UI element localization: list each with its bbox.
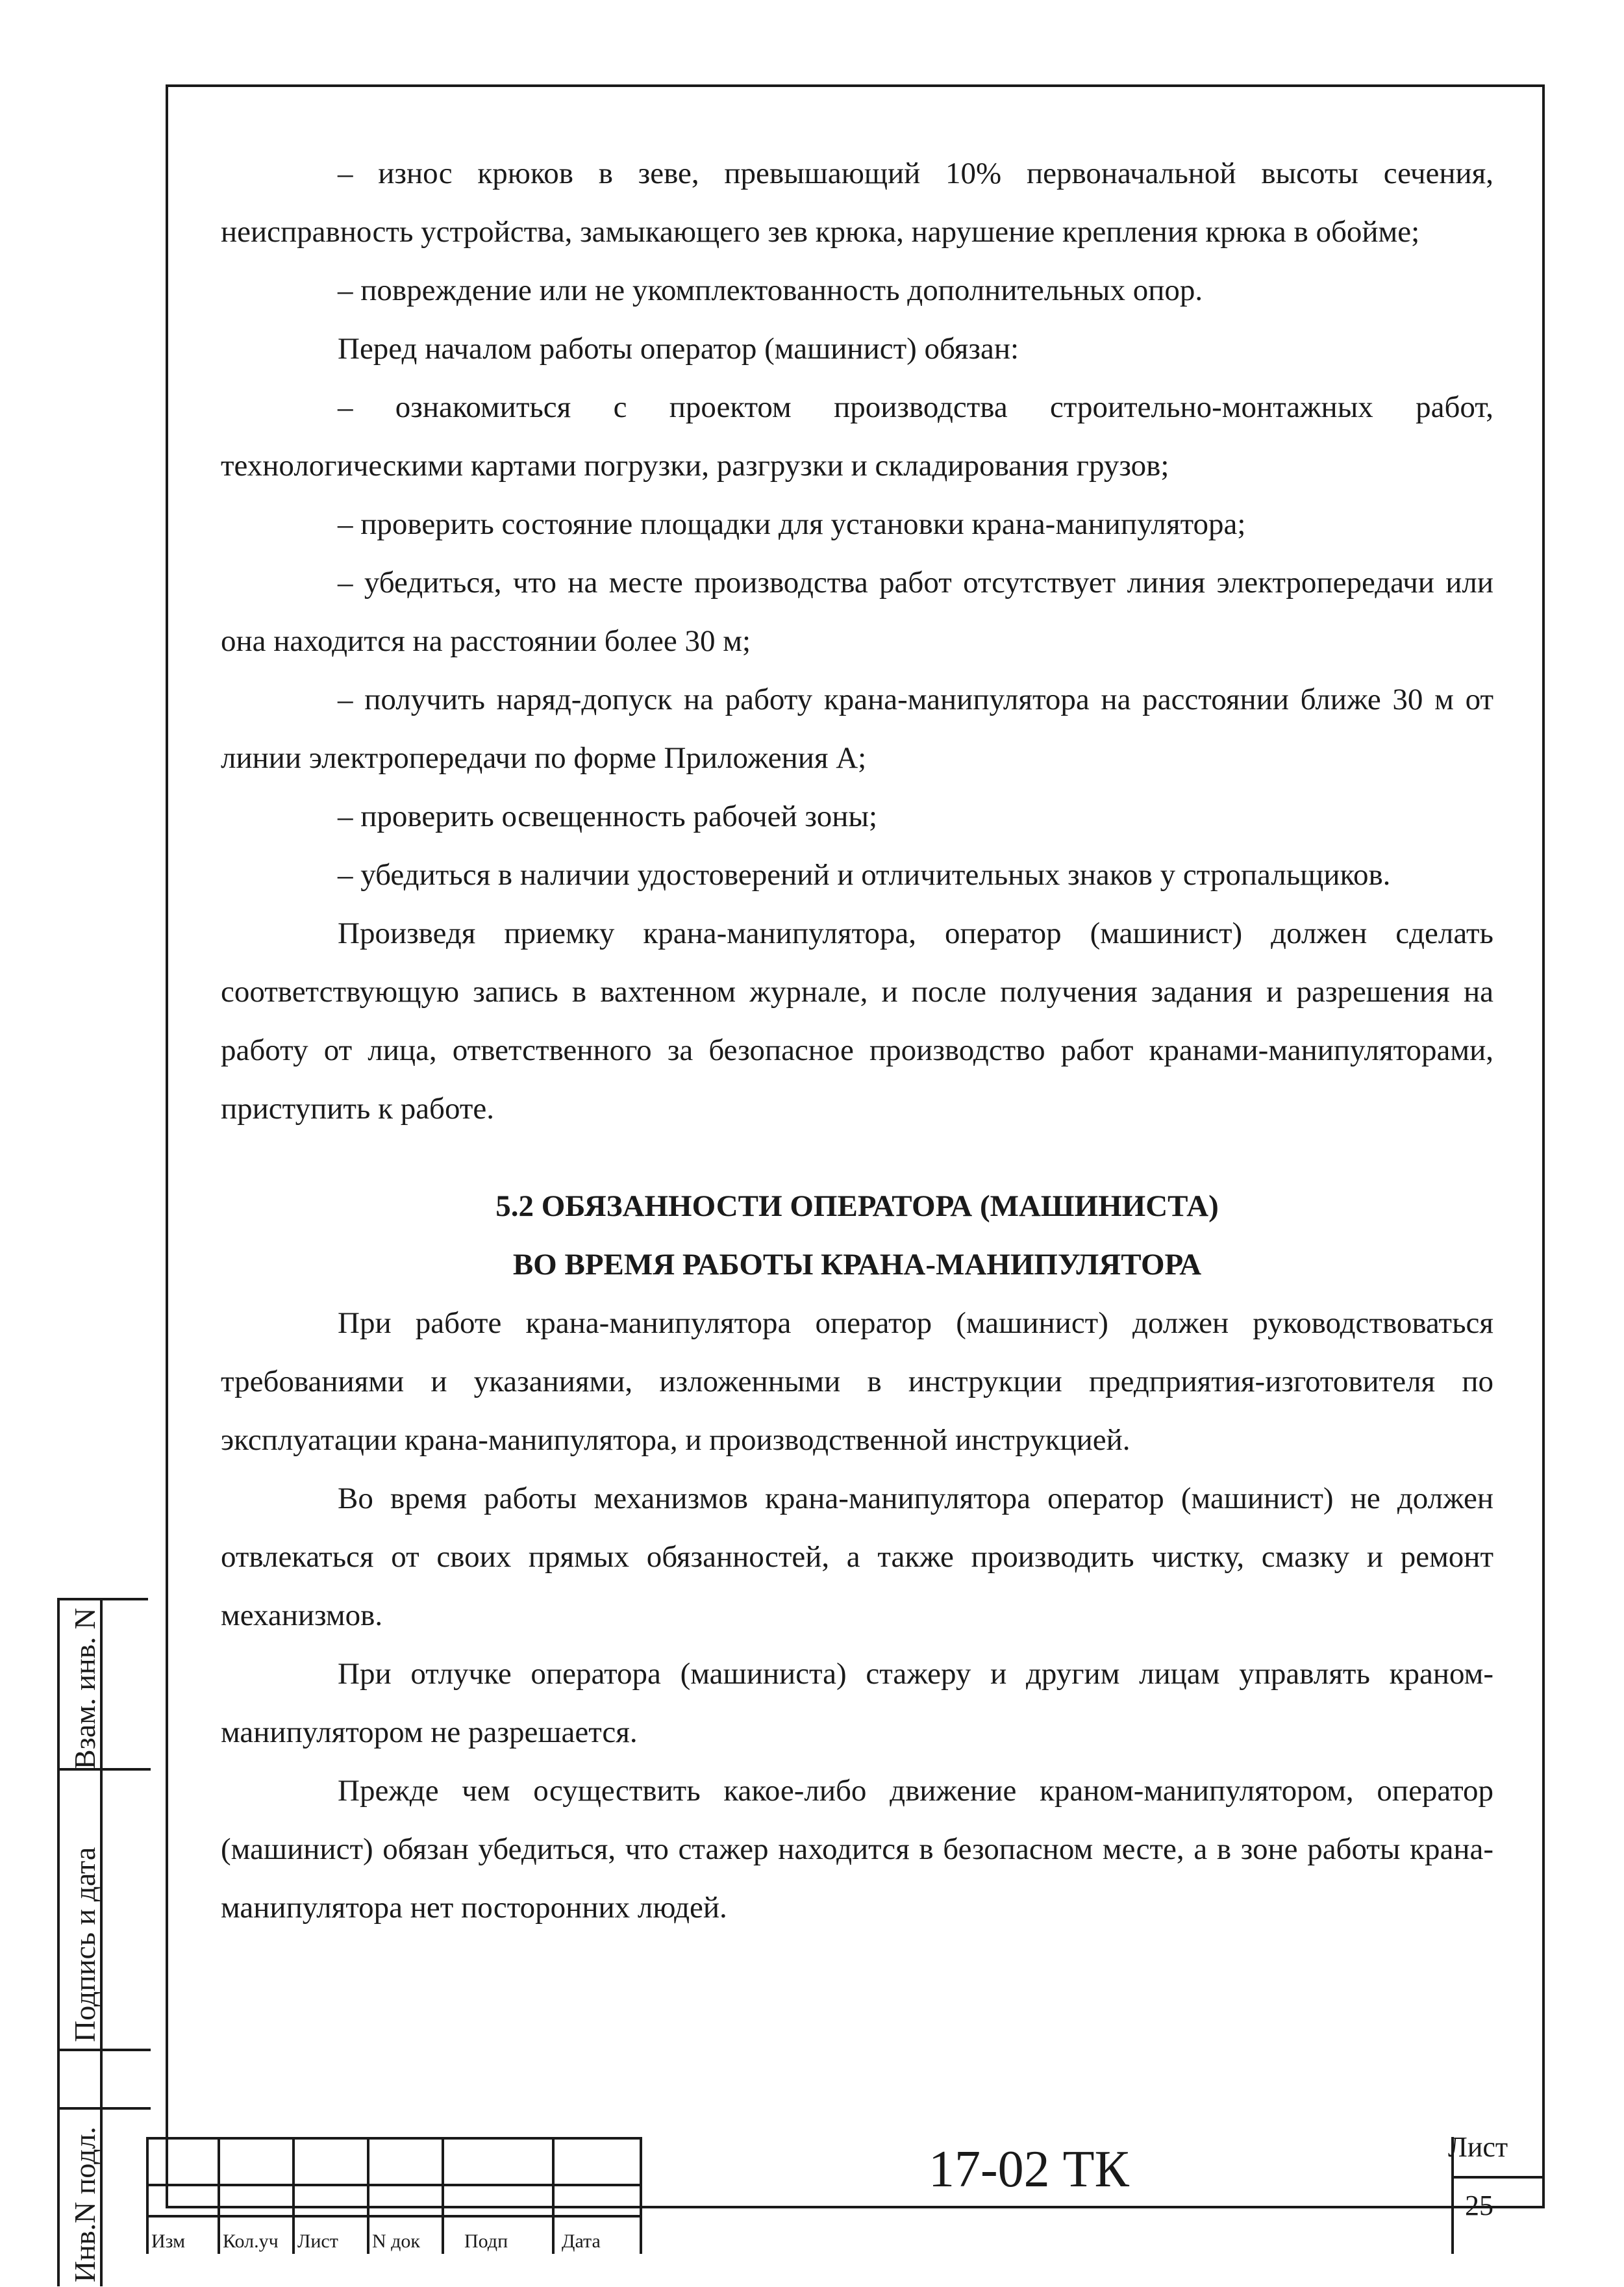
col-label-data: Дата — [562, 2230, 601, 2252]
col-label-kol-uch: Кол.уч — [223, 2230, 279, 2252]
col-label-n-dok: N док — [372, 2230, 421, 2252]
section-paragraph-2: Во время работы механизмов крана-манипулятора оператор (машинист) не должен отвлекаться от своих прямых обязанностей, а также производить чистку, смазку и ремонт механизмов. — [221, 1482, 1493, 1632]
paragraph-7: – получить наряд-допуск на работу крана-манипулятора на расстоянии ближе 30 м от линии электропередачи по форме Приложения А; — [221, 683, 1493, 775]
paragraph-10: Произведя приемку крана-манипулятора, оператор (машинист) должен сделать соответствующую запись в вахтенном журнале, и после получения задания и разрешения на работу от лица, ответственного за безопасное производство работ кранами-манипуляторами, приступить к работе. — [221, 916, 1493, 1126]
paragraph-6: – убедиться, что на месте производства работ отсутствует линия электропередачи или она находится на расстоянии более 30 м; — [221, 566, 1493, 658]
paragraph-3: Перед началом работы оператор (машинист) обязан: — [338, 332, 1019, 366]
title-block — [146, 2137, 1545, 2254]
sheet-label: Лист — [1448, 2131, 1508, 2163]
section-paragraph-1: При работе крана-манипулятора оператор (машинист) должен руководствоваться требованиями и указаниями, изложенными в инструкции предприятия-изготовителя по эксплуатации крана-манипулятора, и производственной инструкцией. — [221, 1306, 1493, 1457]
col-label-izm: Изм — [151, 2230, 186, 2252]
section-heading-line-2: ВО ВРЕМЯ РАБОТЫ КРАНА-МАНИПУЛЯТОРА — [512, 1248, 1202, 1282]
section-paragraph-3: При отлучке оператора (машиниста) стажеру и другим лицам управлять краном-манипулятором не разрешается. — [221, 1657, 1493, 1749]
col-label-list: Лист — [297, 2230, 338, 2252]
section-heading-line-1: 5.2 ОБЯЗАННОСТИ ОПЕРАТОРА (МАШИНИСТА) — [495, 1189, 1219, 1223]
col-label-podp: Подп — [464, 2230, 508, 2252]
section-paragraph-4: Прежде чем осуществить какое-либо движение краном-манипулятором, оператор (машинист) обязан убедиться, что стажер находится в безопасном месте, а в зоне работы крана-манипулятора нет посторонних людей. — [221, 1774, 1493, 1925]
document-code: 17-02 ТК — [929, 2141, 1129, 2198]
paragraph-5: – проверить состояние площадки для установки крана-манипулятора; — [338, 507, 1246, 541]
sheet-number: 25 — [1465, 2190, 1493, 2221]
side-stamp — [57, 1598, 148, 2286]
inv-podl-label: Инв.N подл. — [68, 2127, 101, 2282]
sign-date-label: Подпись и дата — [68, 1847, 101, 2042]
vzam-inv-label: Взам. инв. N — [68, 1608, 101, 1769]
paragraph-4: – ознакомиться с проектом производства строительно-монтажных работ, технологическими картами погрузки, разгрузки и складирования грузов; — [221, 390, 1493, 483]
document-body — [221, 144, 1493, 1937]
paragraph-9: – убедиться в наличии удостоверений и отличительных знаков у стропальщиков. — [338, 858, 1391, 892]
paragraph-8: – проверить освещенность рабочей зоны; — [338, 800, 878, 833]
paragraph-2: – повреждение или не укомплектованность дополнительных опор. — [338, 273, 1203, 307]
paragraph-1: – износ крюков в зеве, превышающий 10% первоначальной высоты сечения, неисправность устройства, замыкающего зев крюка, нарушение крепления крюка в обойме; — [221, 157, 1493, 249]
